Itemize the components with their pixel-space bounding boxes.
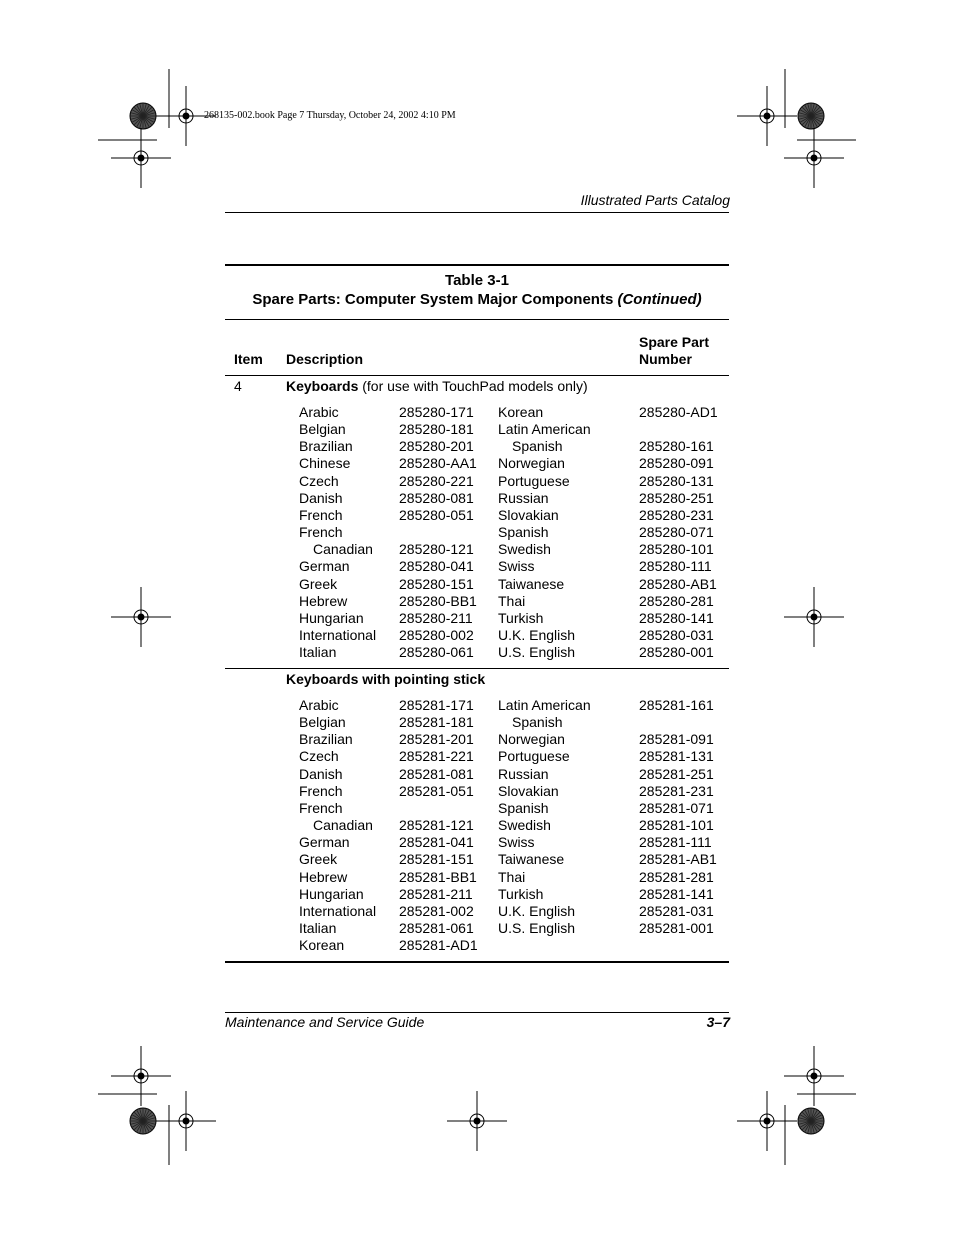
crosshair-dot bbox=[183, 113, 189, 119]
part-language: German bbox=[299, 834, 350, 851]
part-language: International bbox=[299, 626, 377, 643]
part-number: 285281-161 bbox=[639, 697, 714, 713]
part-number: 285280-031 bbox=[639, 626, 714, 643]
part-number: 285281-171 bbox=[399, 697, 474, 713]
part-language: Portuguese bbox=[498, 472, 570, 489]
part-number: 285281-BB1 bbox=[399, 868, 477, 885]
part-language: Norwegian bbox=[498, 731, 565, 748]
part-number: 285280-002 bbox=[399, 626, 474, 643]
part-number: 285280-001 bbox=[639, 644, 714, 661]
part-number: 285280-251 bbox=[639, 489, 714, 506]
part-language: Arabic bbox=[299, 697, 339, 713]
part-number: 285280-051 bbox=[399, 506, 474, 523]
part-number: 285281-051 bbox=[399, 782, 474, 799]
part-number: 285280-141 bbox=[639, 609, 714, 626]
table-title-rule bbox=[225, 319, 729, 320]
part-language: Portuguese bbox=[498, 748, 570, 765]
part-language: U.K. English bbox=[498, 626, 576, 643]
part-number: 285281-061 bbox=[399, 919, 474, 936]
header-bottom-rule bbox=[225, 375, 729, 376]
part-language: U.K. English bbox=[498, 902, 576, 919]
part-number: 285281-251 bbox=[639, 765, 714, 782]
part-language: Korean bbox=[299, 937, 345, 954]
col-header-item: Item bbox=[234, 351, 263, 367]
table-title-suffix: (Continued) bbox=[617, 291, 702, 308]
part-number: 285280-151 bbox=[399, 575, 474, 592]
part-language: U.S. English bbox=[498, 644, 576, 661]
part-language: German bbox=[299, 558, 350, 575]
col-header-spare-part-1: Spare Part bbox=[639, 334, 710, 350]
part-language: Danish bbox=[299, 765, 343, 782]
part-language: Chinese bbox=[299, 455, 351, 472]
part-number: 285280-061 bbox=[399, 644, 474, 661]
part-number: 285281-AD1 bbox=[399, 937, 478, 954]
part-number: 285280-221 bbox=[399, 472, 474, 489]
page-number: 3–7 bbox=[706, 1014, 730, 1030]
part-language: Thai bbox=[498, 592, 526, 609]
part-language: Slovakian bbox=[498, 506, 559, 523]
part-language: Greek bbox=[299, 575, 338, 592]
part-number: 285280-AA1 bbox=[399, 455, 477, 472]
crosshair-dot bbox=[138, 155, 144, 161]
part-number: 285281-071 bbox=[639, 799, 714, 816]
part-language: Spanish bbox=[512, 438, 563, 455]
part-language: Spanish bbox=[498, 524, 549, 541]
part-language: Hebrew bbox=[299, 868, 348, 885]
section1-heading-rest: (for use with TouchPad models only) bbox=[358, 378, 588, 394]
section1-heading bbox=[286, 378, 588, 395]
book-header: 268135-002.book Page 7 Thursday, October 24, 2002 4:10 PM bbox=[204, 110, 456, 121]
part-language: Swedish bbox=[498, 541, 551, 558]
part-language: Canadian bbox=[313, 541, 373, 558]
part-language: Italian bbox=[299, 919, 337, 936]
part-language: U.S. English bbox=[498, 919, 576, 936]
part-number: 285281-231 bbox=[639, 782, 714, 799]
col-header-spare-part-2: Number bbox=[639, 351, 692, 367]
part-language: Danish bbox=[299, 489, 343, 506]
part-number: 285280-041 bbox=[399, 558, 474, 575]
part-language: French bbox=[299, 799, 343, 816]
crosshair-dot bbox=[811, 1073, 817, 1079]
section-divider bbox=[225, 668, 729, 669]
table-number: Table 3-1 bbox=[445, 272, 509, 289]
crosshair-dot bbox=[811, 614, 817, 620]
part-number: 285280-211 bbox=[399, 609, 473, 626]
part-language: Belgian bbox=[299, 714, 346, 731]
part-number: 285281-131 bbox=[639, 748, 714, 765]
part-number: 285281-141 bbox=[639, 885, 714, 902]
crosshair-dot bbox=[183, 1118, 189, 1124]
crosshair-dot bbox=[138, 614, 144, 620]
part-number: 285281-201 bbox=[399, 731, 474, 748]
part-language: Turkish bbox=[498, 609, 544, 626]
table-bottom-rule bbox=[225, 961, 729, 963]
part-number: 285280-BB1 bbox=[399, 592, 477, 609]
part-language: Latin American bbox=[498, 697, 591, 713]
part-number: 285281-081 bbox=[399, 765, 474, 782]
part-language: Swiss bbox=[498, 558, 535, 575]
part-number: 285281-041 bbox=[399, 834, 474, 851]
part-language: French bbox=[299, 782, 343, 799]
part-language: Korean bbox=[498, 404, 544, 420]
table-top-rule bbox=[225, 264, 729, 266]
part-number: 285281-AB1 bbox=[639, 851, 717, 868]
part-language: Canadian bbox=[313, 817, 373, 834]
part-number: 285280-181 bbox=[399, 421, 474, 438]
part-language: Slovakian bbox=[498, 782, 559, 799]
part-language: Brazilian bbox=[299, 438, 353, 455]
running-head: Illustrated Parts Catalog bbox=[580, 192, 730, 208]
crosshair-dot bbox=[474, 1118, 480, 1124]
part-language: Belgian bbox=[299, 421, 346, 438]
part-language: Spanish bbox=[498, 799, 549, 816]
part-language: Norwegian bbox=[498, 455, 565, 472]
part-language: Czech bbox=[299, 748, 339, 765]
part-number: 285281-281 bbox=[639, 868, 714, 885]
part-number: 285280-131 bbox=[639, 472, 714, 489]
section1-heading-bold: Keyboards bbox=[286, 378, 359, 394]
item-number: 4 bbox=[234, 378, 242, 394]
part-number: 285280-AB1 bbox=[639, 575, 717, 592]
header-rule bbox=[225, 212, 729, 213]
part-number: 285281-031 bbox=[639, 902, 714, 919]
part-number: 285280-121 bbox=[399, 541, 474, 558]
part-language: Swiss bbox=[498, 834, 535, 851]
part-number: 285281-151 bbox=[399, 851, 474, 868]
part-number: 285281-111 bbox=[639, 834, 712, 851]
col-header-description: Description bbox=[286, 351, 364, 367]
part-number: 285280-281 bbox=[639, 592, 714, 609]
part-language: Hebrew bbox=[299, 592, 348, 609]
part-language: French bbox=[299, 524, 343, 541]
part-number: 285280-071 bbox=[639, 524, 714, 541]
part-language: Thai bbox=[498, 868, 526, 885]
part-number: 285280-091 bbox=[639, 455, 714, 472]
part-language: Russian bbox=[498, 765, 549, 782]
part-number: 285281-181 bbox=[399, 714, 474, 731]
part-language: French bbox=[299, 506, 343, 523]
footer-rule bbox=[225, 1012, 729, 1013]
crosshair-dot bbox=[764, 113, 770, 119]
part-language: Hungarian bbox=[299, 885, 364, 902]
part-language: Taiwanese bbox=[498, 851, 565, 868]
part-number: 285281-211 bbox=[399, 885, 473, 902]
part-number: 285280-161 bbox=[639, 438, 714, 455]
part-language: Brazilian bbox=[299, 731, 353, 748]
part-number: 285280-201 bbox=[399, 438, 474, 455]
table-title bbox=[225, 291, 729, 308]
part-language: International bbox=[299, 902, 377, 919]
part-language: Greek bbox=[299, 851, 338, 868]
part-number: 285281-101 bbox=[639, 817, 714, 834]
part-language: Czech bbox=[299, 472, 339, 489]
part-language: Italian bbox=[299, 644, 337, 661]
part-language: Spanish bbox=[512, 714, 563, 731]
part-number: 285280-081 bbox=[399, 489, 474, 506]
part-language: Latin American bbox=[498, 421, 591, 438]
crosshair-dot bbox=[764, 1118, 770, 1124]
part-number: 285281-091 bbox=[639, 731, 714, 748]
part-number: 285280-111 bbox=[639, 558, 712, 575]
part-number: 285281-002 bbox=[399, 902, 474, 919]
part-number: 285280-101 bbox=[639, 541, 714, 558]
part-language: Arabic bbox=[299, 404, 339, 420]
part-language: Turkish bbox=[498, 885, 544, 902]
part-language: Taiwanese bbox=[498, 575, 565, 592]
part-language: Swedish bbox=[498, 817, 551, 834]
part-number: 285280-231 bbox=[639, 506, 714, 523]
part-language: Russian bbox=[498, 489, 549, 506]
part-number: 285281-221 bbox=[399, 748, 474, 765]
crosshair-dot bbox=[138, 1073, 144, 1079]
part-number: 285281-001 bbox=[639, 919, 714, 936]
part-number: 285280-171 bbox=[399, 404, 474, 420]
part-number: 285281-121 bbox=[399, 817, 474, 834]
table-title-text: Spare Parts: Computer System Major Components bbox=[252, 291, 614, 308]
crosshair-dot bbox=[811, 155, 817, 161]
part-number: 285280-AD1 bbox=[639, 404, 718, 420]
section2-heading: Keyboards with pointing stick bbox=[286, 671, 486, 687]
footer-title: Maintenance and Service Guide bbox=[225, 1014, 425, 1030]
part-language: Hungarian bbox=[299, 609, 364, 626]
